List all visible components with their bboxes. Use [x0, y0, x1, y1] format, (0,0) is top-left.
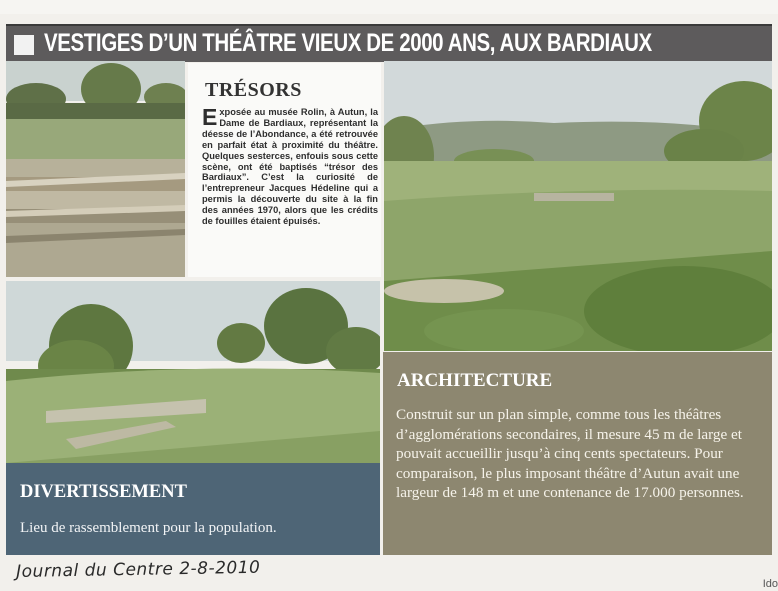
headline-bar [6, 24, 772, 62]
tresors-box [188, 63, 381, 277]
divertissement-title: DIVERTISSEMENT [20, 482, 187, 502]
corner-fragment-text: Ido [762, 578, 778, 590]
photo-ruins-rows [6, 61, 185, 277]
tresors-drop-letter: E [202, 104, 218, 130]
page-top-margin [0, 0, 778, 14]
architecture-title: ARCHITECTURE [397, 370, 553, 391]
photo-valley-grass [384, 61, 772, 351]
tresors-body [202, 104, 378, 227]
architecture-body: Construit sur un plan simple, comme tous les théâtres d’agglomérations secondaires, il mesure 45 m de large et pouvait accueillir jusqu’à cinq cents spectateurs. Pour comparaison, le plus imposant théâtre d’Autun avait une largeur de 148 m et une contenance de 17.000 personnes. [396, 406, 744, 502]
tresors-body-text: xposée au musée Rolin, à Autun, la Dame de Bardiaux, représentant la déesse de l’Abondance, a été retrouvée en parfait état à proximité du théâtre. Quelques sesterces, enfouis sous cette scène, ont été baptisés “trésor des Bardiaux”. C’est la curiosité de l’entrepreneur Jacques Hédeline qui a permis la découverte du site à la fin des années 1970, alors que les crédits de fouilles étaient épuisés. [202, 107, 378, 227]
headline-title: VESTIGES D’UN THÉÂTRE VIEUX DE 2000 ANS, AUX BARDIAUX [44, 29, 652, 57]
divertissement-body: Lieu de rassemblement pour la population. [20, 520, 277, 536]
divertissement-box [6, 463, 380, 555]
tresors-title: TRÉSORS [205, 79, 302, 101]
photo-trees-mounds [6, 281, 380, 463]
headline-square-icon [14, 35, 34, 55]
handwritten-source-note: Journal du Centre 2-8-2010 [16, 557, 261, 582]
architecture-box [383, 352, 772, 555]
